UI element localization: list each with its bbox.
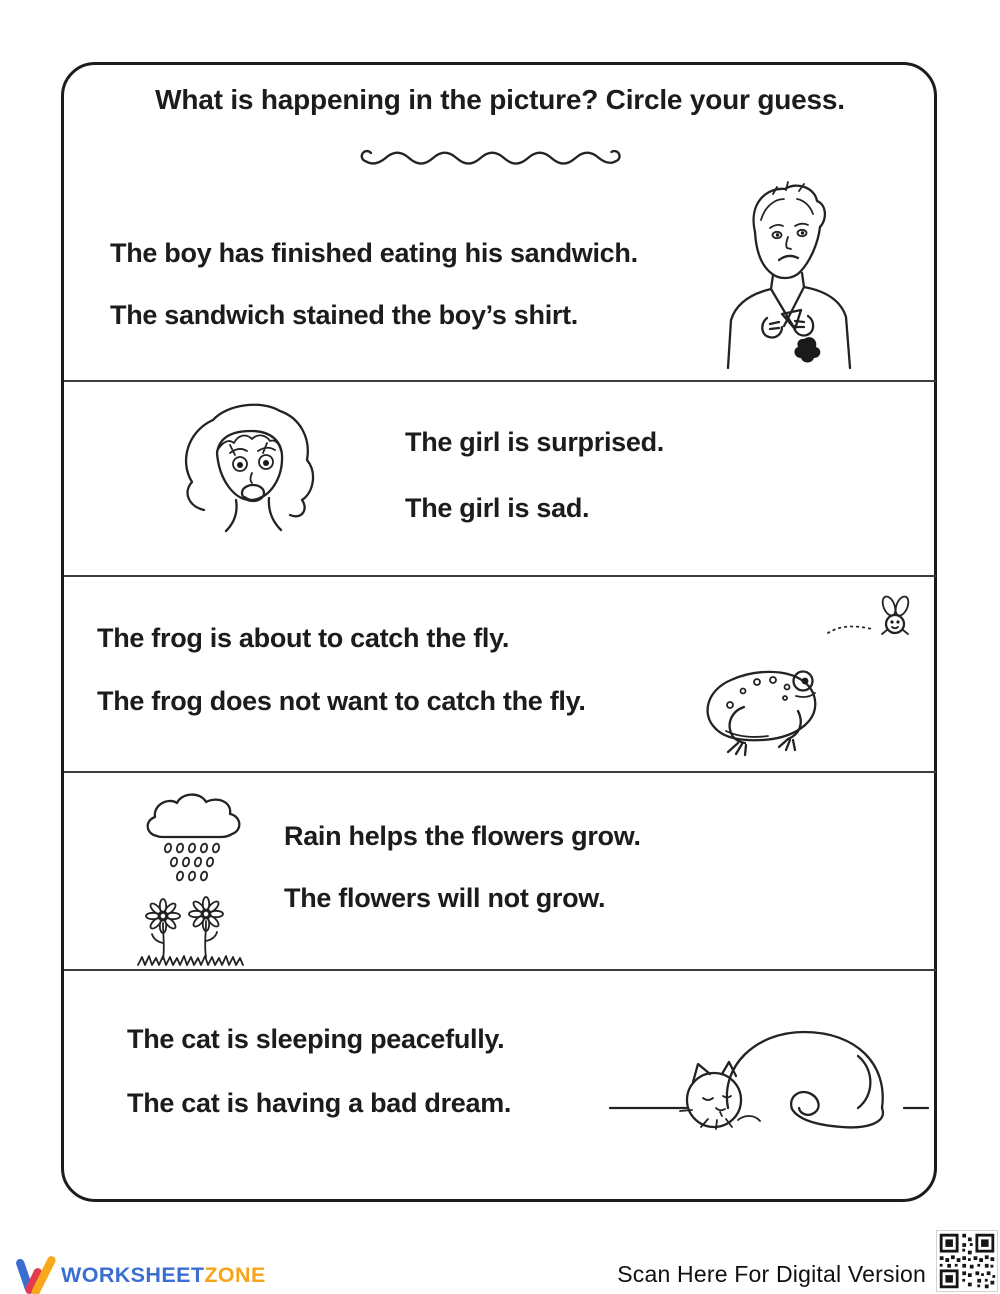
scan-here-label: Scan Here For Digital Version (617, 1261, 926, 1287)
option-text[interactable]: The boy has finished eating his sandwich. (110, 238, 638, 268)
brand-text (61, 1263, 266, 1288)
frog-illustration (686, 638, 834, 760)
worksheetzone-w-icon (11, 1252, 57, 1294)
squiggle-divider-icon (340, 140, 660, 168)
flowers-illustration (136, 891, 248, 969)
worksheetzone-logo (11, 1252, 266, 1294)
option-text[interactable]: The flowers will not grow. (284, 883, 606, 913)
section-divider (64, 575, 936, 577)
sleeping-cat-illustration (608, 1024, 930, 1136)
option-text[interactable]: The frog does not want to catch the fly. (97, 686, 586, 716)
brand-word1: WORKSHEET (61, 1262, 205, 1287)
section-divider (64, 969, 936, 971)
boy-eating-sandwich-illustration (698, 178, 876, 370)
option-text[interactable]: The girl is surprised. (405, 427, 664, 457)
fly-illustration (826, 593, 918, 639)
option-text[interactable]: The girl is sad. (405, 493, 590, 523)
option-text[interactable]: Rain helps the flowers grow. (284, 821, 641, 851)
worksheet-title: What is happening in the picture? Circle your guess. (155, 84, 845, 115)
section-divider (64, 380, 936, 382)
option-text[interactable]: The sandwich stained the boy’s shirt. (110, 300, 578, 330)
rain-cloud-illustration (142, 789, 246, 883)
option-text[interactable]: The cat is having a bad dream. (127, 1088, 512, 1118)
surprised-girl-illustration (163, 393, 345, 567)
brand-word2: ZONE (204, 1262, 266, 1287)
section-divider (64, 771, 936, 773)
option-text[interactable]: The frog is about to catch the fly. (97, 623, 510, 653)
qr-code (936, 1230, 998, 1292)
option-text[interactable]: The cat is sleeping peacefully. (127, 1024, 505, 1054)
